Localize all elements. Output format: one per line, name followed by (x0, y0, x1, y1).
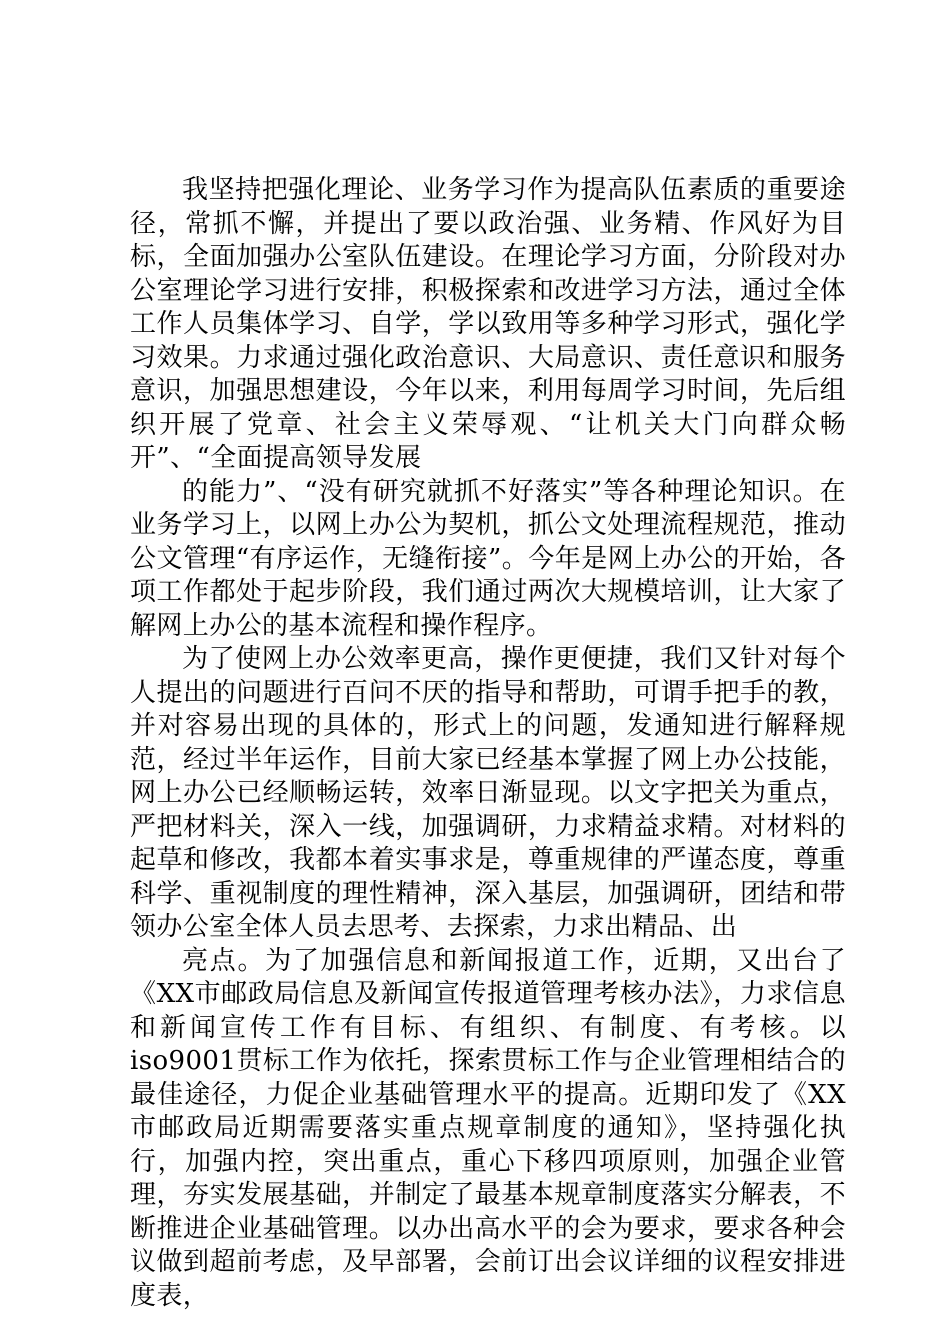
paragraph-4: 亮点。为了加强信息和新闻报道工作，近期，又出台了《XX市邮政局信息及新闻宣传报道管理考核办法》，力求信息和新闻宣传工作有目标、有组织、有制度、有考核。以iso9001贯标工作为依托，探索贯标工作与企业管理相结合的最佳途径，力促企业基础管理水平的提高。近期印发了《XX市邮政局近期需要落实重点规章制度的通知》，坚持强化执行，加强内控，突出重点，重心下移四项原则，加强企业管理，夯实发展基础，并制定了最基本规章制度落实分解表，不断推进企业基础管理。以办出高水平的会为要求，要求各种会议做到超前考虑，及早部署，会前订出会议详细的议程安排进度表， (130, 945, 846, 1311)
paragraph-1: 我坚持把强化理论、业务学习作为提高队伍素质的重要途径，常抓不懈，并提出了要以政治强、业务精、作风好为目标，全面加强办公室队伍建设。在理论学习方面，分阶段对办公室理论学习进行安排，积极探索和改进学习方法，通过全体工作人员集体学习、自学，学以致用等多种学习形式，强化学习效果。力求通过强化政治意识、大局意识、责任意识和服务意识，加强思想建设，今年以来，利用每周学习时间，先后组织开展了党章、社会主义荣辱观、“让机关大门向群众畅开”、“全面提高领导发展 (130, 175, 846, 473)
document-body (130, 174, 846, 1313)
paragraph-2: 的能力”、“没有研究就抓不好落实”等各种理论知识。在业务学习上，以网上办公为契机，抓公文处理流程规范，推动公文管理“有序运作，无缝衔接”。今年是网上办公的开始，各项工作都处于起步阶段，我们通过两次大规模培训，让大家了解网上办公的基本流程和操作程序。 (130, 476, 846, 641)
paragraph-3: 为了使网上办公效率更高，操作更便捷，我们又针对每个人提出的问题进行百问不厌的指导和帮助，可谓手把手的教，并对容易出现的具体的，形式上的问题，发通知进行解释规范，经过半年运作，目前大家已经基本掌握了网上办公技能，网上办公已经顺畅运转，效率日渐显现。以文字把关为重点，严把材料关，深入一线，加强调研，力求精益求精。对材料的起草和修改，我都本着实事求是，尊重规律的严谨态度，尊重科学、重视制度的理性精神，深入基层，加强调研，团结和带领办公室全体人员去思考、去探索，力求出精品、出 (130, 644, 846, 942)
